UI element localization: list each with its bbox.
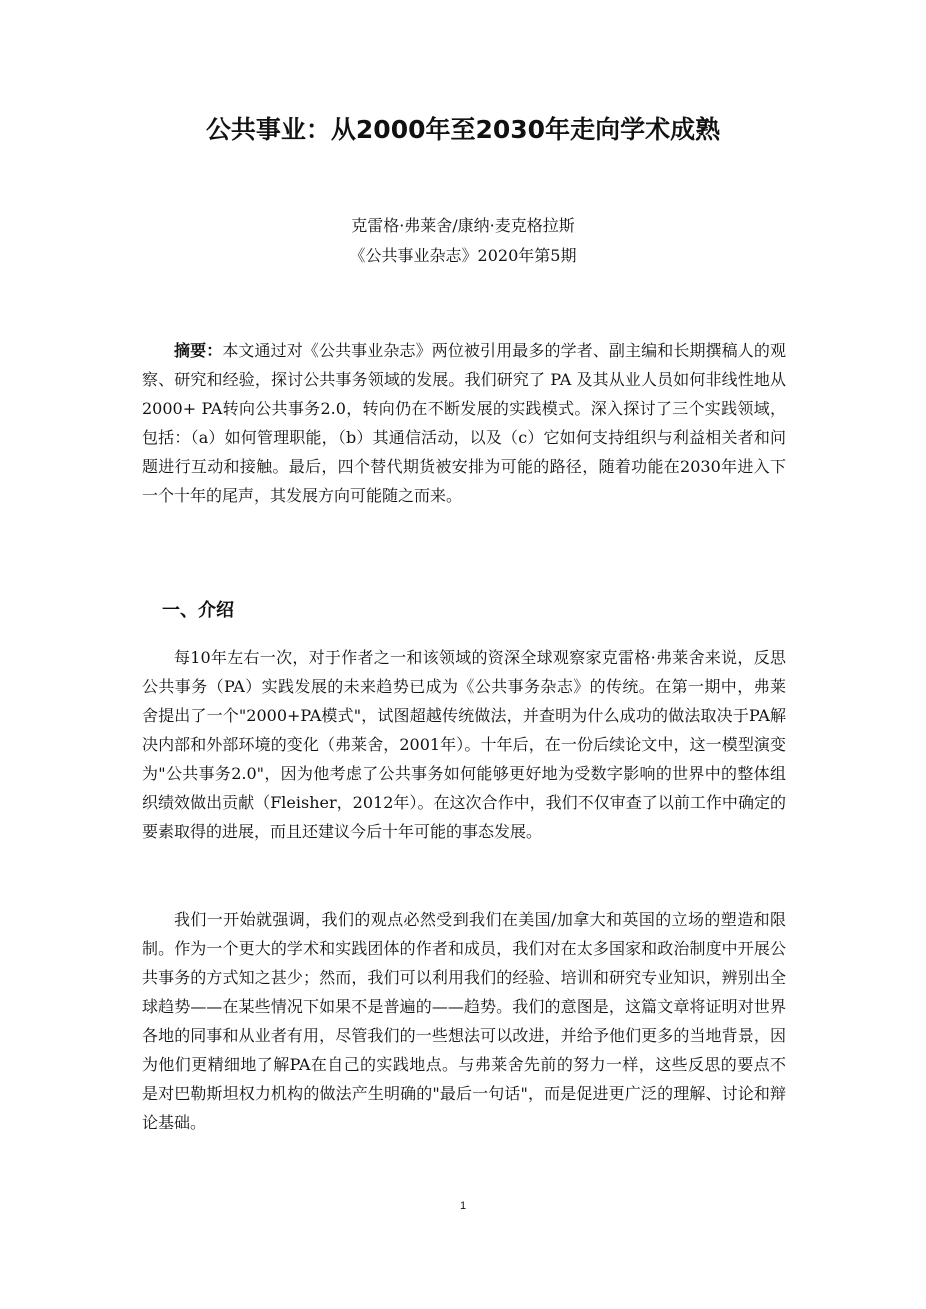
body-paragraph-2: 我们一开始就强调，我们的观点必然受到我们在美国/加拿大和英国的立场的塑造和限制。作为一个更大的学术和实践团体的作者和成员，我们对在太多国家和政治制度中开展公共事务的方式知之甚少；然而，我们可以利用我们的经验、培训和研究专业知识，辨别出全球趋势——在某些情况下如果不是普遍的——趋势。我们的意图是，这篇文章将证明对世界各地的同事和从业者有用，尽管我们的一些想法可以改进，并给予他们更多的当地背景，因为他们更精细地了解PA在自己的实践地点。与弗莱舍先前的努力一样，这些反思的要点不是对巴勒斯坦权力机构的做法产生明确的"最后一句话"，而是促进更广泛的理解、讨论和辩论基础。 (142, 910, 786, 1132)
abstract-label: 摘要： (174, 341, 223, 360)
section-heading: 一、介绍 (162, 600, 234, 621)
body-paragraph-1: 每10年左右一次，对于作者之一和该领域的资深全球观察家克雷格·弗莱舍来说，反思公共事务（PA）实践发展的未来趋势已成为《公共事务杂志》的传统。在第一期中，弗莱舍提出了一个"2000+PA模式"，试图超越传统做法，并查明为什么成功的做法取决于PA解决内部和外部环境的变化（弗莱舍，2001年）。十年后，在一份后续论文中，这一模型演变为"公共事务2.0"，因为他考虑了公共事务如何能够更好地为受数字影响的世界中的整体组织绩效做出贡献（Fleisher，2012年）。在这次合作中，我们不仅审查了以前工作中确定的要素取得的进展，而且还建议今后十年可能的事态发展。 (142, 648, 786, 841)
abstract-text: 本文通过对《公共事业杂志》两位被引用最多的学者、副主编和长期撰稿人的观察、研究和经验，探讨公共事务领域的发展。我们研究了 PA 及其从业人员如何非线性地从 2000+ PA转向公共事务2.0，转向仍在不断发展的实践模式。深入探讨了三个实践领域，包括：（a）如何管理职能，（b）其通信活动，以及（c）它如何支持组织与利益相关者和问题进行互动和接触。最后，四个替代期货被安排为可能的路径，随着功能在2030年进入下一个十年的尾声，其发展方向可能随之而来。 (142, 341, 786, 505)
author-line: 克雷格·弗莱舍/康纳·麦克格拉斯 (351, 216, 575, 235)
page-number: 1 (459, 1200, 467, 1212)
document-title: 公共事业：从2000年至2030年走向学术成熟 (205, 115, 721, 144)
source-line: 《公共事业杂志》2020年第5期 (349, 246, 577, 265)
abstract-paragraph (142, 336, 786, 510)
